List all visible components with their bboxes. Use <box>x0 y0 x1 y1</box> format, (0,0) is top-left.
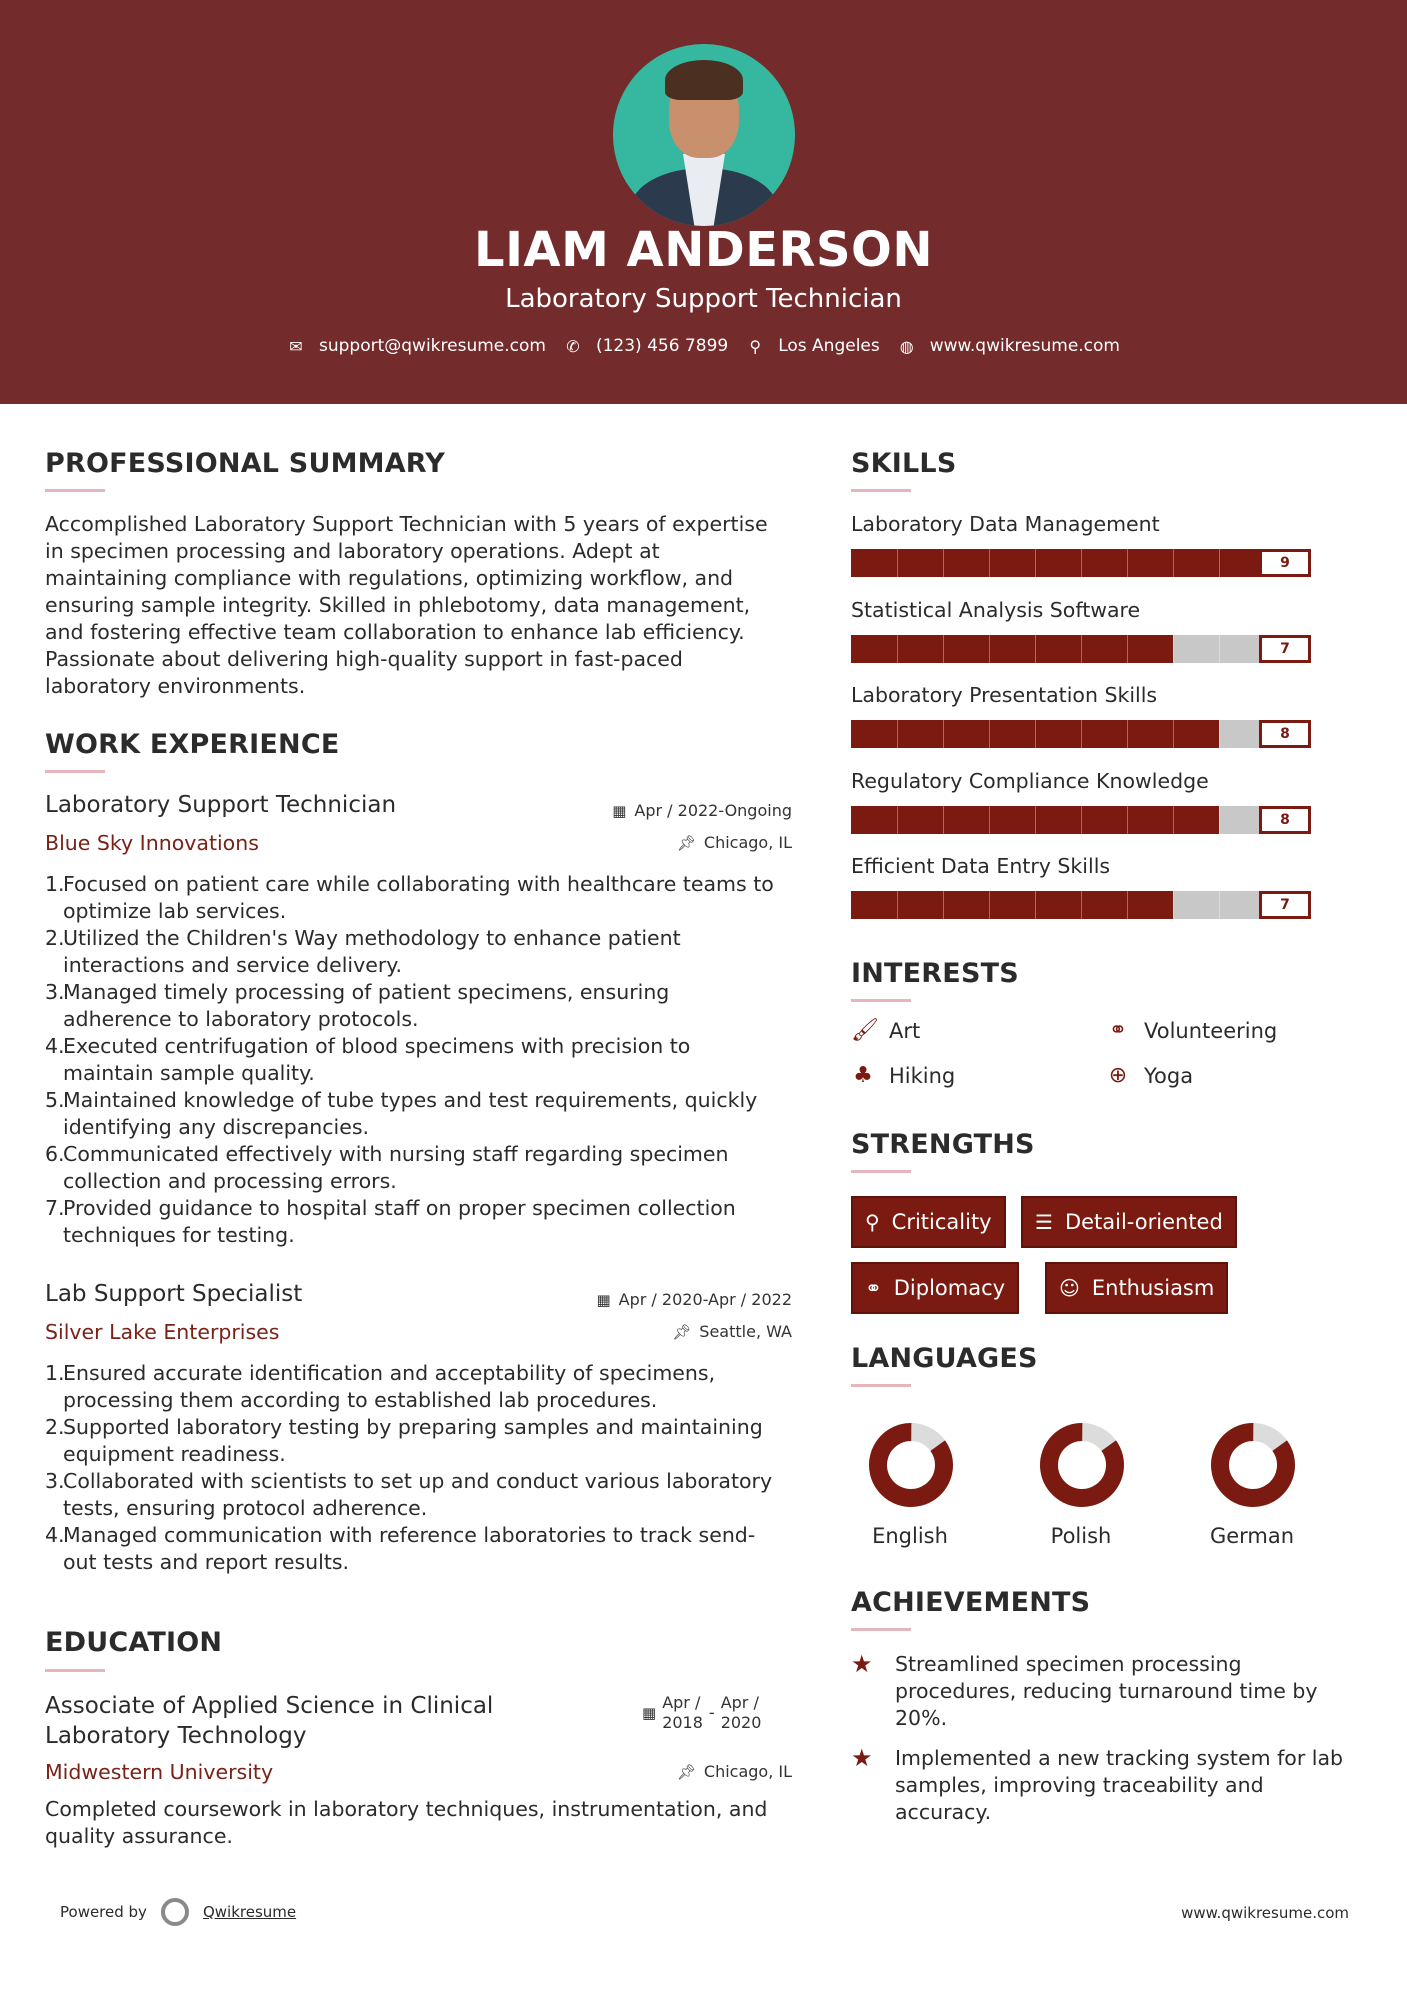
map-pin-icon: ⚲ <box>749 336 762 356</box>
calendar-icon: ▦ <box>612 801 627 820</box>
strengths-heading: STRENGTHS <box>851 1129 1035 1160</box>
skill-bar <box>851 549 1311 577</box>
education-date: ▦ Apr / 2018 - Apr / 2020 <box>642 1693 762 1732</box>
language-name: English <box>872 1524 948 1548</box>
language-donut-level <box>1036 1419 1128 1511</box>
job-location: 📌︎ Seattle, WA <box>672 1322 792 1341</box>
search-icon: ⚲ <box>865 1210 880 1234</box>
language-name: Polish <box>1050 1524 1112 1548</box>
summary-text: Accomplished Laboratory Support Technician with 5 years of expertise in specimen processing and laboratory operations. Adept at maintaining compliance with regulations, optimizing workflow, and ensuring sample integrity. Skilled in phlebotomy, data management, and fostering effective team collaboration to enhance lab efficiency. Passionate about delivering high-quality support in fast-paced laboratory environments. <box>45 512 768 698</box>
skill-bar <box>851 891 1311 919</box>
qwikresume-link[interactable]: Qwikresume <box>202 1903 297 1921</box>
summary-underline <box>45 489 105 492</box>
skill-bar <box>851 806 1311 834</box>
star-icon: ★ <box>851 1650 873 1678</box>
achievement-item: ★ Streamlined specimen processing procedures, reducing turnaround time by 20%. <box>851 1650 1318 1730</box>
languages-heading: LANGUAGES <box>851 1343 1038 1374</box>
school-name: Midwestern University <box>45 1760 274 1784</box>
company-name: Silver Lake Enterprises <box>45 1320 280 1344</box>
list-item: Communicated effectively with nursing staff regarding specimen collection and processing errors. <box>63 1142 729 1193</box>
contact-website[interactable]: ◍ www.qwikresume.com <box>898 336 1120 356</box>
interests-heading: INTERESTS <box>851 958 1019 989</box>
job-title: Lab Support Specialist <box>45 1281 303 1307</box>
footer-website[interactable]: www.qwikresume.com <box>1181 1904 1349 1922</box>
job-date: ▦ Apr / 2022-Ongoing <box>612 801 792 820</box>
tree-icon: ♣ <box>853 1063 873 1088</box>
skills-underline <box>851 489 911 492</box>
avatar <box>613 44 795 226</box>
degree-title: Associate of Applied Science in Clinical Laboratory Technology <box>45 1693 494 1749</box>
lifebuoy-icon: ⊕ <box>1108 1063 1128 1088</box>
interests-underline <box>851 999 911 1002</box>
experience-heading: WORK EXPERIENCE <box>45 729 340 760</box>
skill-bar <box>851 635 1311 663</box>
smile-icon: ☺ <box>1059 1276 1080 1300</box>
skill-value-badge: 8 <box>1259 806 1311 834</box>
list-item: Managed timely processing of patient specimens, ensuring adherence to laboratory protocols. <box>63 980 670 1031</box>
list-item: Supported laboratory testing by preparing samples and maintaining equipment readiness. <box>63 1415 763 1466</box>
job-date: ▦ Apr / 2020-Apr / 2022 <box>596 1290 792 1309</box>
skill-bar-fill <box>851 549 1265 577</box>
skill-name: Efficient Data Entry Skills <box>851 854 1111 878</box>
pushpin-icon: 📌︎ <box>676 833 696 852</box>
contact-bar <box>0 336 1407 356</box>
strength-chip: ⚲ Criticality <box>851 1196 1006 1248</box>
paintbrush-icon: 🖌︎ <box>851 1018 879 1043</box>
contact-email[interactable]: ✉ support@qwikresume.com <box>287 336 546 356</box>
company-name: Blue Sky Innovations <box>45 831 259 855</box>
job-bullets <box>45 871 805 1249</box>
candidate-title: Laboratory Support Technician <box>505 284 902 314</box>
strength-chip: ☺ Enthusiasm <box>1045 1262 1228 1314</box>
strength-chip: ⚭ Diplomacy <box>851 1262 1019 1314</box>
list-item: Focused on patient care while collaborating with healthcare teams to optimize lab services. <box>63 872 774 923</box>
skill-bar-fill <box>851 635 1173 663</box>
languages-underline <box>851 1384 911 1387</box>
contact-phone[interactable]: ✆ (123) 456 7899 <box>564 336 728 356</box>
interest-art: 🖌︎ Art <box>851 1018 921 1043</box>
qwikresume-logo-icon <box>161 1898 189 1926</box>
language-name: German <box>1209 1524 1295 1548</box>
interest-hiking: ♣ Hiking <box>851 1063 955 1088</box>
skill-name: Regulatory Compliance Knowledge <box>851 768 1209 793</box>
calendar-icon: ▦ <box>642 1704 657 1722</box>
achievements-underline <box>851 1628 911 1631</box>
list-item: Executed centrifugation of blood specimens with precision to maintain sample quality. <box>63 1034 691 1085</box>
strength-chip: ☰ Detail-oriented <box>1021 1196 1237 1248</box>
pushpin-icon: 📌︎ <box>676 1762 696 1781</box>
skill-bar <box>851 720 1311 748</box>
pushpin-icon: 📌︎ <box>672 1322 692 1341</box>
summary-heading: PROFESSIONAL SUMMARY <box>45 448 446 479</box>
list-item: Ensured accurate identification and acceptability of specimens, processing them according to established lab procedures. <box>63 1361 716 1412</box>
skill-value-badge: 7 <box>1259 635 1311 663</box>
interest-yoga: ⊕ Yoga <box>1106 1063 1193 1088</box>
resume-header <box>0 0 1407 404</box>
language-donut-level <box>865 1419 957 1511</box>
skill-name: Laboratory Data Management <box>851 512 1160 536</box>
list-item: Collaborated with scientists to set up and conduct various laboratory tests, ensuring protocol adherence. <box>63 1469 773 1520</box>
star-icon: ★ <box>851 1744 873 1772</box>
skills-heading: SKILLS <box>851 448 957 479</box>
job-location: 📌︎ Chicago, IL <box>676 833 792 852</box>
education-heading: EDUCATION <box>45 1627 223 1658</box>
education-location: 📌︎ Chicago, IL <box>676 1762 792 1781</box>
education-underline <box>45 1669 105 1672</box>
phone-icon: ✆ <box>566 336 580 356</box>
education-description: Completed coursework in laboratory techniques, instrumentation, and quality assurance. <box>45 1797 768 1848</box>
handshake-icon: ⚭ <box>865 1276 882 1300</box>
list-item: Maintained knowledge of tube types and test requirements, quickly identifying any discrepancies. <box>63 1088 758 1139</box>
experience-underline <box>45 770 105 773</box>
achievements-heading: ACHIEVEMENTS <box>851 1587 1091 1618</box>
handshake-icon: ⚭ <box>1108 1018 1128 1043</box>
achievement-item: ★ Implemented a new tracking system for lab samples, improving traceability and accuracy. <box>851 1744 1344 1824</box>
candidate-name: LIAM ANDERSON <box>473 222 934 278</box>
job-title: Laboratory Support Technician <box>45 792 397 818</box>
footer-powered-by: Powered by Qwikresume <box>60 1898 296 1926</box>
interest-volunteering: ⚭ Volunteering <box>1106 1018 1277 1043</box>
skill-name: Statistical Analysis Software <box>851 597 1141 622</box>
list-item: Utilized the Children's Way methodology to enhance patient interactions and service delivery. <box>63 926 681 977</box>
calendar-icon: ▦ <box>596 1290 611 1309</box>
language-donut-level <box>1207 1419 1299 1511</box>
contact-location: ⚲ Los Angeles <box>746 336 880 356</box>
skill-name: Laboratory Presentation Skills <box>851 683 1158 707</box>
globe-icon: ◍ <box>899 336 914 356</box>
envelope-icon: ✉ <box>289 336 303 356</box>
skill-value-badge: 8 <box>1259 720 1311 748</box>
job-bullets <box>45 1360 805 1576</box>
list-item: Managed communication with reference laboratories to track send- out tests and report results. <box>63 1523 756 1574</box>
skill-bar-fill <box>851 891 1173 919</box>
skill-value-badge: 7 <box>1259 891 1311 919</box>
list-icon: ☰ <box>1035 1210 1053 1234</box>
strengths-underline <box>851 1170 911 1173</box>
list-item: Provided guidance to hospital staff on proper specimen collection techniques for testing. <box>63 1196 736 1247</box>
skill-value-badge: 9 <box>1259 549 1311 577</box>
